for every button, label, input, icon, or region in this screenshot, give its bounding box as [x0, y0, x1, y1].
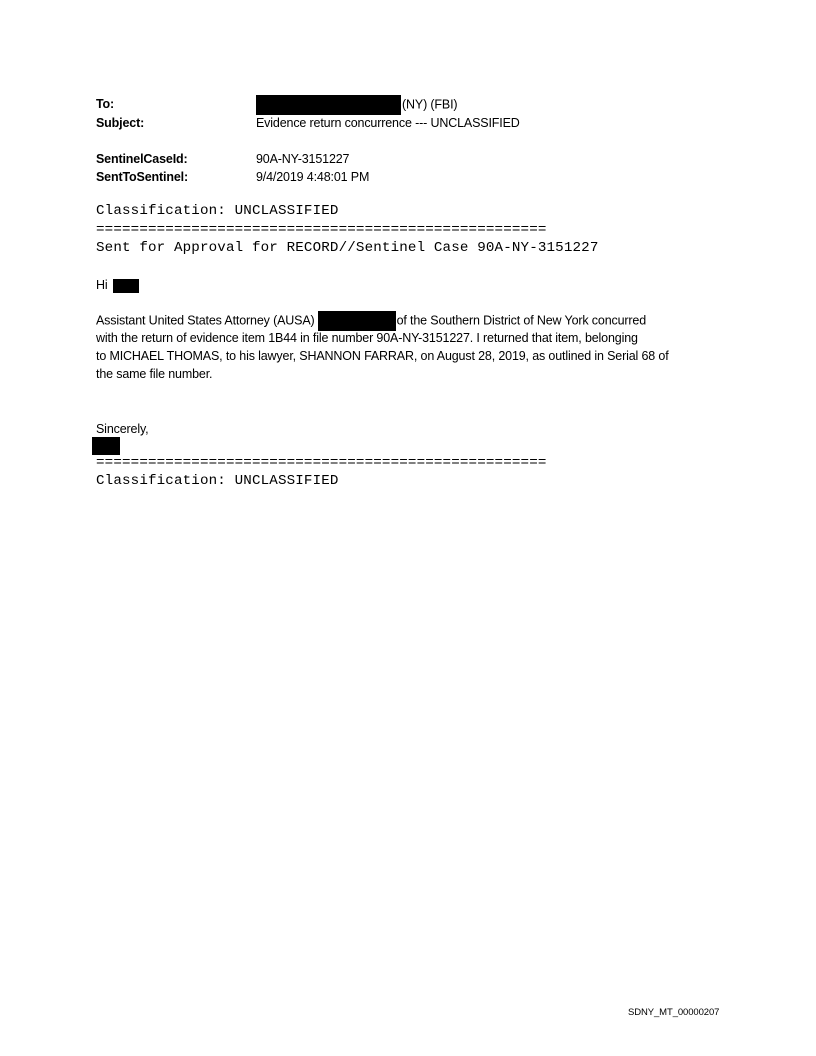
- approval-line: Sent for Approval for RECORD//Sentinel Case 90A-NY-3151227: [96, 240, 599, 256]
- bates-number: SDNY_MT_00000207: [628, 1007, 720, 1018]
- body-paragraph: [96, 311, 726, 383]
- to-label: To:: [96, 97, 115, 111]
- closing: Sincerely,: [96, 422, 149, 436]
- separator-top: ====================================================: [96, 222, 547, 238]
- separator-bottom: ====================================================: [96, 455, 547, 471]
- paragraph-line-2: with the return of evidence item 1B44 in file number 90A-NY-3151227. I returned that item, belonging: [96, 331, 638, 345]
- classification-top: Classification: UNCLASSIFIED: [96, 203, 339, 219]
- to-value-suffix: (NY) (FBI): [402, 97, 458, 112]
- sent-to-sentinel-label: SentToSentinel:: [96, 170, 188, 184]
- paragraph-line-3: to MICHAEL THOMAS, to his lawyer, SHANNON FARRAR, on August 28, 2019, as outlined in Serial 68 of: [96, 349, 669, 363]
- signature-redaction-block: [92, 437, 120, 455]
- paragraph-line-1-start: Assistant United States Attorney (AUSA): [96, 313, 315, 328]
- case-id-label: SentinelCaseId:: [96, 152, 188, 166]
- redaction-block: [256, 95, 401, 115]
- subject-value: Evidence return concurrence --- UNCLASSIFIED: [256, 116, 520, 130]
- redaction-block: [318, 311, 396, 331]
- classification-bottom: Classification: UNCLASSIFIED: [96, 473, 339, 489]
- paragraph-line-1: [96, 311, 726, 329]
- redaction-block: [113, 279, 139, 293]
- paragraph-line-1-end: of the Southern District of New York concurred: [396, 313, 647, 328]
- greeting: [96, 276, 139, 294]
- greeting-text: Hi: [96, 278, 108, 292]
- case-id-value: 90A-NY-3151227: [256, 152, 350, 166]
- to-value: [256, 95, 457, 115]
- subject-label: Subject:: [96, 116, 145, 130]
- paragraph-line-4: the same file number.: [96, 367, 213, 381]
- sent-to-sentinel-value: 9/4/2019 4:48:01 PM: [256, 170, 370, 184]
